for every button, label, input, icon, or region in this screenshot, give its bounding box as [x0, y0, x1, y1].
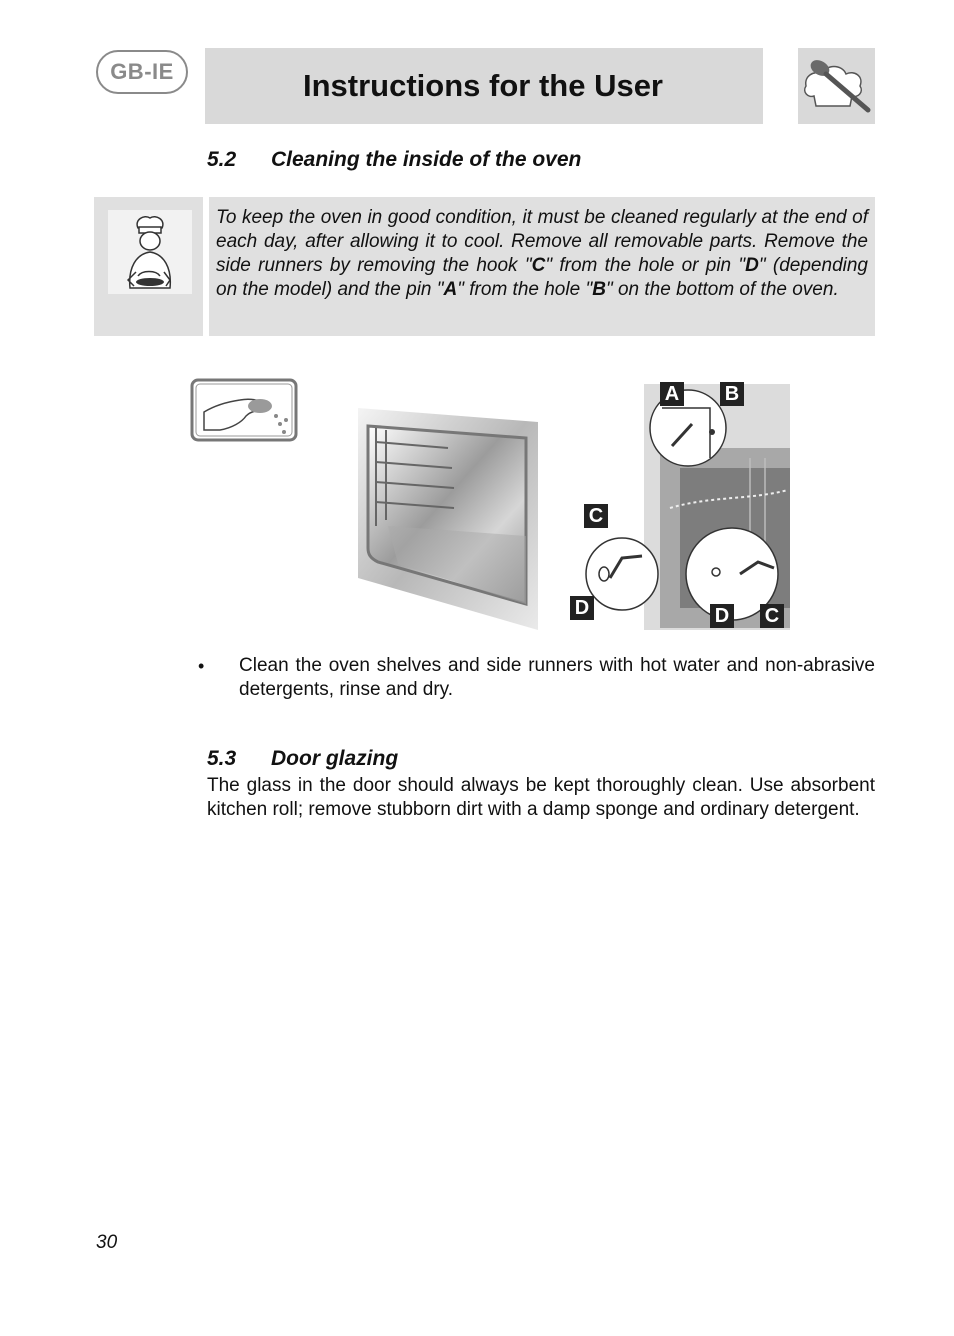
cleaning-note: To keep the oven in good condition, it must be cleaned regularly at the end of each day, after allowing it to cool. Remove all removable parts. Remove the side runners by removing the hook "C" from the hole or pin "D" (depending on the model) and the pin "A" from the hole "B" on the bottom of the oven.	[216, 207, 868, 300]
label-d-right: D	[710, 604, 734, 628]
chef-icon	[108, 210, 192, 294]
section-title: Door glazing	[271, 747, 399, 770]
section-number: 5.2	[207, 148, 237, 171]
label-b: B	[720, 382, 744, 406]
key-b: B	[592, 279, 606, 300]
section-number: 5.3	[207, 747, 237, 770]
page-title: Instructions for the User	[303, 68, 663, 103]
door-glazing-text: The glass in the door should always be kept thoroughly clean. Use absorbent kitchen roll; remove stubborn dirt with a damp sponge and ordinary detergent.	[207, 775, 875, 820]
section-heading-5-3	[207, 747, 398, 771]
section-heading-5-2	[207, 148, 581, 172]
oven-interior-illustration	[358, 408, 540, 630]
label-c-right: C	[760, 604, 784, 628]
cleaning-bullet: Clean the oven shelves and side runners with hot water and non-abrasive detergents, rinse and dry.	[239, 655, 875, 700]
key-c: C	[531, 255, 546, 276]
key-a: A	[443, 279, 458, 300]
label-a: A	[660, 382, 684, 406]
label-c-left: C	[584, 504, 608, 528]
hand-sponge-icon	[190, 378, 298, 442]
chef-hat-spoon-icon	[798, 48, 875, 124]
bullet-icon: •	[198, 656, 205, 676]
page-number: 30	[96, 1232, 118, 1253]
region-badge: GB-IE	[96, 50, 188, 94]
label-d-left: D	[570, 596, 594, 620]
key-d: D	[745, 255, 759, 276]
title-bar	[205, 48, 763, 124]
section-title: Cleaning the inside of the oven	[271, 148, 582, 171]
side-runner-diagram	[560, 378, 790, 632]
